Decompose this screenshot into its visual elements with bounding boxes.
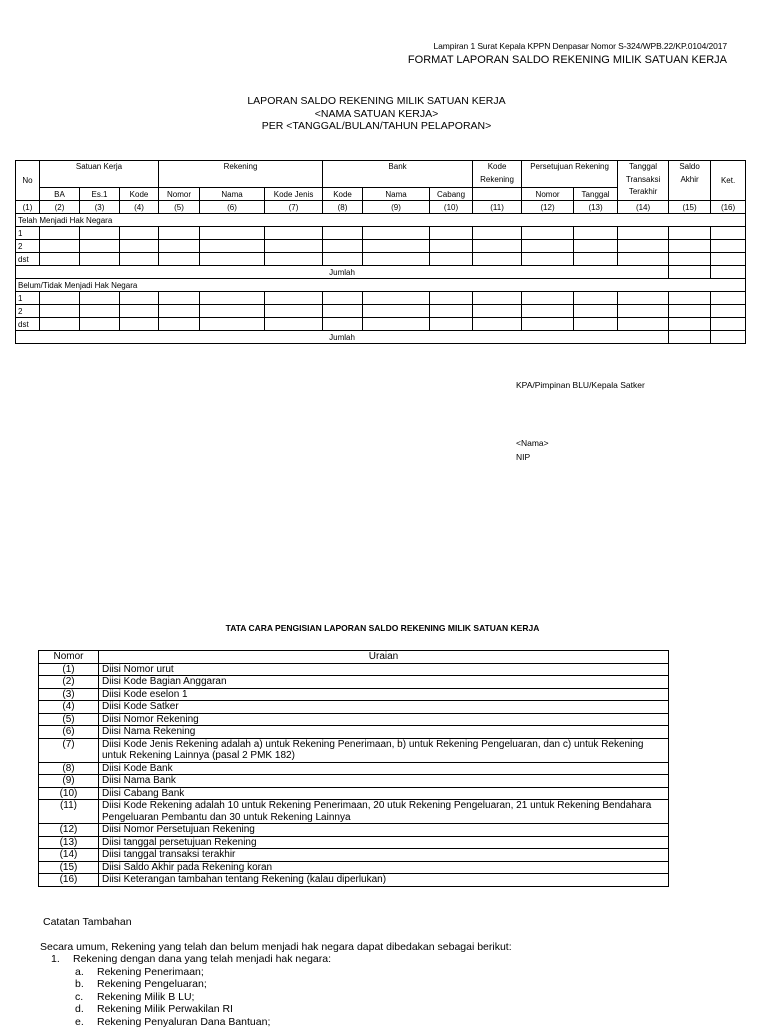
col-number: (14) — [618, 201, 669, 214]
instruction-text: Diisi Keterangan tambahan tentang Rekening (kalau diperlukan) — [99, 874, 669, 887]
work-unit-placeholder: <NAMA SATUAN KERJA> — [0, 108, 768, 121]
instruction-number: (3) — [39, 688, 99, 701]
instruction-number: (13) — [39, 836, 99, 849]
header-rekening: Rekening — [159, 161, 323, 188]
col-number: (10) — [430, 201, 473, 214]
notes-intro: Secara umum, Rekening yang telah dan belum menjadi hak negara dapat dibedakan sebagai berikut: — [40, 941, 512, 954]
signature-name: <Nama> — [516, 436, 549, 450]
table-row — [39, 775, 669, 788]
instruction-text: Diisi Kode Jenis Rekening adalah a) untuk Rekening Penerimaan, b) untuk Rekening Pengeluaran, dan c) untuk Rekening untuk Rekening Lainnya (pasal 2 PMK 182) — [99, 738, 669, 762]
col-number: (3) — [80, 201, 120, 214]
jumlah-saldo-cell — [669, 331, 711, 344]
table-row — [16, 292, 746, 305]
instruction-number: (15) — [39, 861, 99, 874]
instruction-number: (9) — [39, 775, 99, 788]
subheader-cabang: Cabang — [430, 188, 473, 201]
col-number: (4) — [120, 201, 159, 214]
instruction-number: (11) — [39, 800, 99, 824]
list-text: Rekening Penerimaan; — [97, 966, 204, 978]
col-number: (7) — [265, 201, 323, 214]
table-row — [39, 762, 669, 775]
list-item — [43, 991, 512, 1004]
instruction-text: Diisi Nama Rekening — [99, 726, 669, 739]
table-row — [39, 787, 669, 800]
signature-nip: NIP — [516, 450, 549, 464]
subheader-ba: BA — [40, 188, 80, 201]
table-row — [39, 663, 669, 676]
instruction-number: (14) — [39, 849, 99, 862]
lampiran-reference: Lampiran 1 Surat Kepala KPPN Denpasar Nomor S-324/WPB.22/KP.0104/2017 — [0, 41, 727, 51]
subheader-nomor: Nomor — [159, 188, 200, 201]
instruction-text: Diisi Saldo Akhir pada Rekening koran — [99, 861, 669, 874]
instruction-text: Diisi Nomor urut — [99, 663, 669, 676]
table-row — [39, 861, 669, 874]
signature-name-block — [516, 436, 549, 464]
report-heading — [0, 95, 768, 133]
header-kode-rekening: Kode Rekening — [473, 161, 522, 188]
instruction-text: Diisi Nomor Rekening — [99, 713, 669, 726]
table-row — [16, 253, 746, 266]
col-number: (12) — [522, 201, 574, 214]
instruction-number: (12) — [39, 824, 99, 837]
instruction-number: (2) — [39, 676, 99, 689]
instruction-text: Diisi Kode Bank — [99, 762, 669, 775]
table-row — [39, 726, 669, 739]
col-number: (8) — [323, 201, 363, 214]
instruction-text: Diisi tanggal persetujuan Rekening — [99, 836, 669, 849]
table-row — [39, 701, 669, 714]
header-tanggal-transaksi: Tanggal Transaksi Terakhir — [618, 161, 669, 201]
instruction-number: (5) — [39, 713, 99, 726]
col-number: (2) — [40, 201, 80, 214]
sub-list — [43, 966, 512, 1028]
balance-report-table — [15, 160, 746, 344]
subheader-kode: Kode — [120, 188, 159, 201]
header-bank: Bank — [323, 161, 473, 188]
instruction-text: Diisi Nomor Persetujuan Rekening — [99, 824, 669, 837]
table-row — [39, 713, 669, 726]
jumlah-saldo-cell — [669, 266, 711, 279]
list-text: Rekening Milik B LU; — [97, 991, 194, 1003]
list-marker: d. — [75, 1003, 97, 1016]
instruction-text: Diisi tanggal transaksi terakhir — [99, 849, 669, 862]
table-row — [16, 318, 746, 331]
subheader-kode-jenis: Kode Jenis — [265, 188, 323, 201]
instruction-text: Diisi Nama Bank — [99, 775, 669, 788]
col-number: (15) — [669, 201, 711, 214]
col-number: (1) — [16, 201, 40, 214]
header-uraian: Uraian — [99, 651, 669, 664]
instruction-text: Diisi Cabang Bank — [99, 787, 669, 800]
instruction-number: (8) — [39, 762, 99, 775]
jumlah-label: Jumlah — [16, 266, 669, 279]
jumlah-label: Jumlah — [16, 331, 669, 344]
col-number: (5) — [159, 201, 200, 214]
table-row — [16, 305, 746, 318]
table-row — [39, 836, 669, 849]
table-row — [39, 824, 669, 837]
row-number: dst — [16, 253, 40, 266]
list-marker: c. — [75, 991, 97, 1004]
table-row — [16, 240, 746, 253]
instructions-body — [39, 663, 669, 886]
row-number: 2 — [16, 305, 40, 318]
instruction-number: (1) — [39, 663, 99, 676]
list-item — [43, 1003, 512, 1016]
subheader-kode-rekening-blank — [473, 188, 522, 201]
subheader-nama: Nama — [200, 188, 265, 201]
col-number: (16) — [711, 201, 746, 214]
header-saldo-akhir: Saldo Akhir — [669, 161, 711, 201]
list-text: Rekening dengan dana yang telah menjadi hak negara: — [73, 953, 331, 965]
instruction-text: Diisi Kode Satker — [99, 701, 669, 714]
instruction-number: (6) — [39, 726, 99, 739]
instruction-number: (7) — [39, 738, 99, 762]
header-ket: Ket. — [711, 161, 746, 201]
table-row — [39, 738, 669, 762]
row-number: dst — [16, 318, 40, 331]
jumlah-ket-cell — [711, 331, 746, 344]
list-marker: e. — [75, 1016, 97, 1028]
report-title: LAPORAN SALDO REKENING MILIK SATUAN KERJA — [0, 95, 768, 108]
header-nomor: Nomor — [39, 651, 99, 664]
subheader-persetujuan-nomor: Nomor — [522, 188, 574, 201]
list-item — [43, 1016, 512, 1028]
subheader-bank-kode: Kode — [323, 188, 363, 201]
report-date-placeholder: PER <TANGGAL/BULAN/TAHUN PELAPORAN> — [0, 120, 768, 133]
subheader-es1: Es.1 — [80, 188, 120, 201]
list-marker: a. — [75, 966, 97, 979]
subheader-persetujuan-tanggal: Tanggal — [574, 188, 618, 201]
col-number: (9) — [363, 201, 430, 214]
row-number: 1 — [16, 292, 40, 305]
instructions-title: TATA CARA PENGISIAN LAPORAN SALDO REKENING MILIK SATUAN KERJA — [0, 623, 768, 633]
table-row — [39, 676, 669, 689]
instruction-text: Diisi Kode Rekening adalah 10 untuk Rekening Penerimaan, 20 utuk Rekening Pengeluaran, 21 untuk Rekening Bendahara Pengeluaran Pembantu dan 30 untuk Rekening Lainnya — [99, 800, 669, 824]
instructions-table — [38, 650, 669, 887]
section-telah-menjadi-hak-negara: Telah Menjadi Hak Negara — [16, 214, 746, 227]
subheader-bank-nama: Nama — [363, 188, 430, 201]
column-number-row — [16, 201, 746, 214]
list-text: Rekening Penyaluran Dana Bantuan; — [97, 1016, 270, 1028]
section-belum-menjadi-hak-negara: Belum/Tidak Menjadi Hak Negara — [16, 279, 746, 292]
row-number: 1 — [16, 227, 40, 240]
col-number: (11) — [473, 201, 522, 214]
col-number: (6) — [200, 201, 265, 214]
row-number: 2 — [16, 240, 40, 253]
list-item — [43, 966, 512, 979]
instruction-number: (10) — [39, 787, 99, 800]
table-row — [39, 849, 669, 862]
instruction-text: Diisi Kode eselon 1 — [99, 688, 669, 701]
table-row — [39, 688, 669, 701]
table-row — [39, 800, 669, 824]
header-persetujuan-rekening: Persetujuan Rekening — [522, 161, 618, 188]
table-row — [39, 874, 669, 887]
list-marker: 1. — [51, 953, 73, 966]
additional-notes — [43, 916, 512, 1028]
notes-title: Catatan Tambahan — [43, 916, 512, 929]
instruction-number: (16) — [39, 874, 99, 887]
instruction-number: (4) — [39, 701, 99, 714]
list-text: Rekening Pengeluaran; — [97, 978, 207, 990]
instruction-text: Diisi Kode Bagian Anggaran — [99, 676, 669, 689]
format-title: FORMAT LAPORAN SALDO REKENING MILIK SATUAN KERJA — [0, 54, 727, 66]
list-item — [43, 978, 512, 991]
jumlah-ket-cell — [711, 266, 746, 279]
list-marker: b. — [75, 978, 97, 991]
col-number: (13) — [574, 201, 618, 214]
list-text: Rekening Milik Perwakilan RI — [97, 1003, 233, 1015]
header-satuan-kerja: Satuan Kerja — [40, 161, 159, 188]
header-no: No — [16, 161, 40, 201]
signature-title: KPA/Pimpinan BLU/Kepala Satker — [516, 380, 645, 390]
table-row — [16, 227, 746, 240]
list-item — [43, 953, 512, 966]
